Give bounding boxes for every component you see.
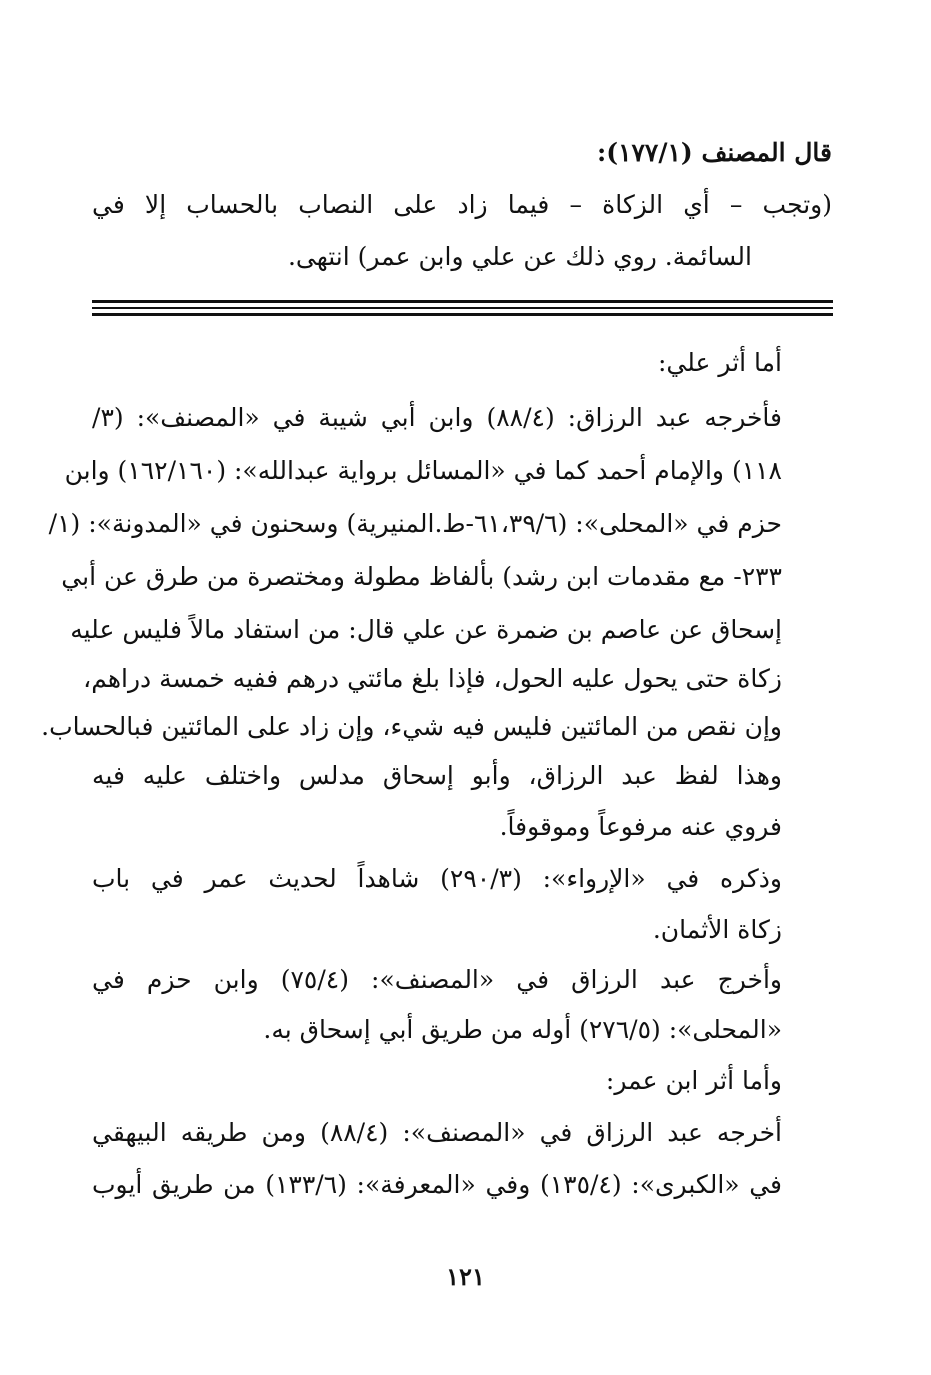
body-line-3: ١١٨) والإمام أحمد كما في «المسائل برواية عبدالله»: (١٦٢/١٦٠) وابن — [64, 456, 782, 485]
body-line-1: أما أثر علي: — [658, 348, 782, 377]
body-line-7: زكاة حتى يحول عليه الحول، فإذا بلغ مائتي درهم ففيه خمسة دراهم، — [83, 664, 782, 693]
body-line-11: وذكره في «الإرواء»: (٢٩٠/٣) شاهداً لحديث عمر في باب — [92, 864, 783, 893]
body-line-2: فأخرجه عبد الرزاق: (٨٨/٤) وابن أبي شيبة في «المصنف»: (٣/ — [92, 403, 783, 432]
divider-rule-bottom — [92, 313, 833, 316]
body-line-14: «المحلى»: (٢٧٦/٥) أوله من طريق أبي إسحاق به. — [263, 1015, 782, 1044]
quote-line-2: السائمة. روي ذلك عن علي وابن عمر) انتهى. — [287, 242, 752, 271]
divider-rule-middle — [92, 307, 833, 309]
body-line-15: وأما أثر ابن عمر: — [605, 1066, 782, 1095]
body-line-5: ٢٣٣- مع مقدمات ابن رشد) بألفاظ مطولة ومختصرة من طرق عن أبي — [61, 562, 782, 591]
body-line-8: وإن نقص من المائتين فليس فيه شيء، وإن زاد على المائتين فبالحساب. — [41, 712, 782, 741]
body-line-6: إسحاق عن عاصم بن ضمرة عن علي قال: من استفاد مالاً فليس عليه — [70, 615, 782, 644]
divider-rule-top — [92, 300, 833, 303]
body-line-12: زكاة الأثمان. — [652, 915, 782, 944]
body-line-17: في «الكبرى»: (١٣٥/٤) وفي «المعرفة»: (١٣٣/٦) من طريق أيوب — [92, 1170, 782, 1199]
page-number: ١٢١ — [446, 1262, 485, 1291]
passage-heading: قال المصنف (١٧٧/١): — [597, 138, 832, 167]
body-line-10: فروي عنه مرفوعاً وموقوفاً. — [499, 812, 782, 841]
quote-line-1: (وتجب – أي الزكاة – فيما زاد على النصاب بالحساب إلا في — [92, 190, 832, 219]
body-line-4: حزم في «المحلى»: (٦١،٣٩/٦-ط.المنيرية) وسحنون في «المدونة»: (١/ — [48, 509, 782, 538]
body-line-9: وهذا لفظ عبد الرزاق، وأبو إسحاق مدلس واختلف عليه فيه — [92, 761, 782, 790]
body-line-13: وأخرج عبد الرزاق في «المصنف»: (٧٥/٤) وابن حزم في — [92, 965, 783, 994]
body-line-16: أخرجه عبد الرزاق في «المصنف»: (٨٨/٤) ومن طريقه البيهقي — [92, 1118, 782, 1147]
